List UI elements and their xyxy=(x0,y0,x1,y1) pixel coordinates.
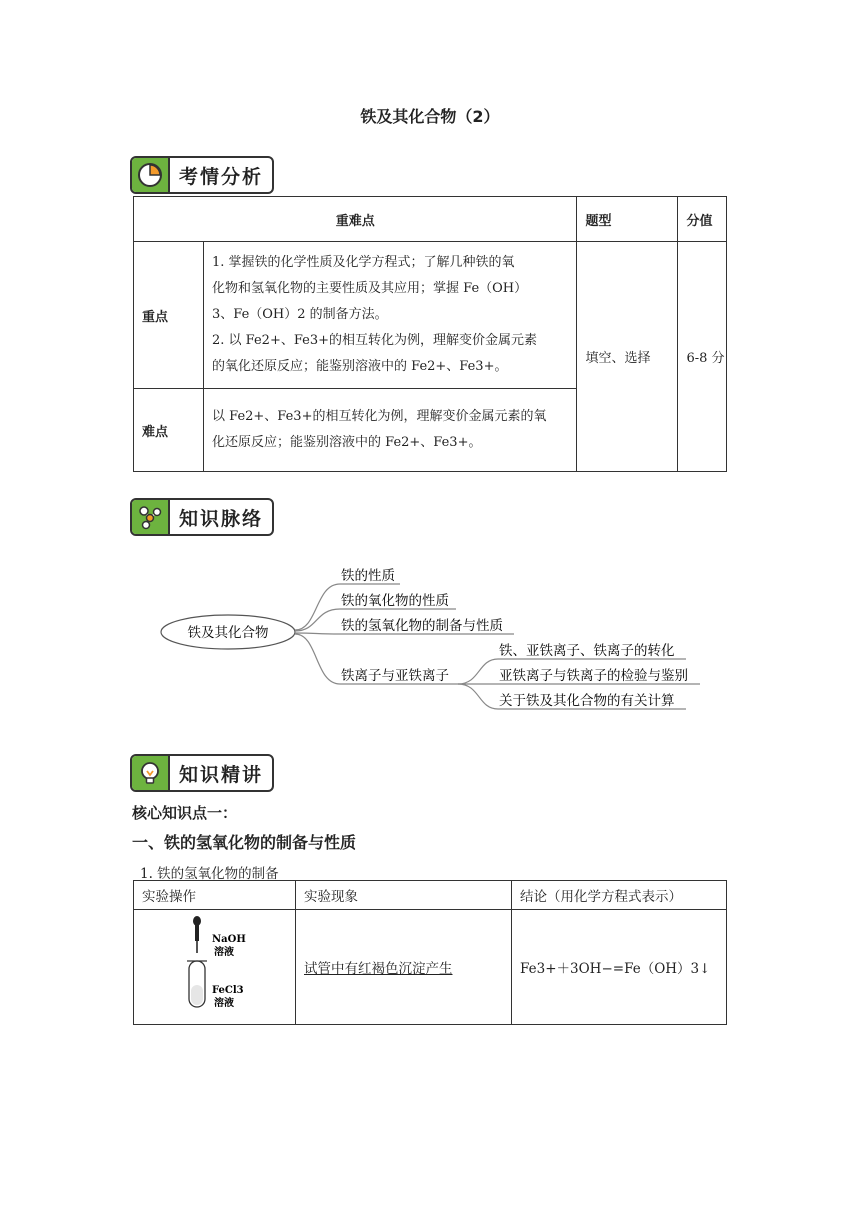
document-title: 铁及其化合物（2） xyxy=(360,107,500,126)
mindmap-root-label: 铁及其化合物 xyxy=(187,625,269,641)
mindmap-branch: 铁的性质 xyxy=(341,568,395,584)
header-operation: 实验操作 xyxy=(134,881,296,910)
header-difficulty: 重难点 xyxy=(134,197,577,242)
header-type: 题型 xyxy=(577,197,678,242)
text-line: 以 Fe2+、Fe3+的相互转化为例，理解变价金属元素的氧 xyxy=(212,409,547,424)
text-line: 1. 掌握铁的化学性质及化学方程式；了解几种铁的氧 xyxy=(212,255,515,270)
text-line: 化还原反应；能鉴别溶液中的 Fe2+、Fe3+。 xyxy=(212,435,482,450)
core-knowledge-label: 核心知识点一： xyxy=(132,804,238,822)
banner-label: 知识脉络 xyxy=(178,507,263,530)
row-label-key: 重点 xyxy=(134,242,204,389)
text-line: 2. 以 Fe2+、Fe3+的相互转化为例，理解变价金属元素 xyxy=(212,333,538,348)
mindmap-branch: 铁离子与亚铁离子 xyxy=(341,668,449,684)
test-tube-icon xyxy=(142,915,287,1015)
text-line: 的氧化还原反应；能鉴别溶液中的 Fe2+、Fe3+。 xyxy=(212,359,508,374)
header-score: 分值 xyxy=(678,197,727,242)
mindmap-sub-branch: 亚铁离子与铁离子的检验与鉴别 xyxy=(499,668,688,684)
mindmap-sub-branch: 关于铁及其化合物的有关计算 xyxy=(499,693,675,709)
lightbulb-icon xyxy=(132,756,170,790)
mindmap-sub-branch: 铁、亚铁离子、铁离子的转化 xyxy=(499,643,675,659)
figure-label: FeCl3 xyxy=(212,985,244,996)
banner-lecture xyxy=(130,754,274,792)
subsection-heading: 1. 铁的氢氧化物的制备 xyxy=(140,866,279,882)
figure-label: NaOH xyxy=(212,934,246,945)
question-type-cell: 填空、选择 xyxy=(577,242,678,472)
score-cell: 6-8 分 xyxy=(678,242,727,472)
banner-label: 知识精讲 xyxy=(178,763,263,786)
row-label-hard: 难点 xyxy=(134,389,204,472)
mindmap-branch: 铁的氢氧化物的制备与性质 xyxy=(341,618,503,634)
header-phenomenon: 实验现象 xyxy=(296,881,512,910)
text-line: 化物和氢氧化物的主要性质及其应用；掌握 Fe（OH） xyxy=(212,281,528,296)
mindmap-branch: 铁的氧化物的性质 xyxy=(341,593,449,609)
figure-label: 溶液 xyxy=(214,947,234,958)
text-line: 3、Fe（OH）2 的制备方法。 xyxy=(212,307,388,322)
section-heading: 一、铁的氢氧化物的制备与性质 xyxy=(132,833,357,852)
header-conclusion: 结论（用化学方程式表示） xyxy=(512,881,727,910)
equation-text: Fe3+＋3OH−=Fe（OH）3↓ xyxy=(512,910,727,1025)
experiment-table xyxy=(133,880,727,1025)
figure-label: 溶液 xyxy=(214,998,234,1009)
experiment-figure-cell xyxy=(134,910,296,1025)
observation-text: 试管中有红褐色沉淀产生 xyxy=(304,961,453,977)
banner-label: 考情分析 xyxy=(178,165,263,188)
